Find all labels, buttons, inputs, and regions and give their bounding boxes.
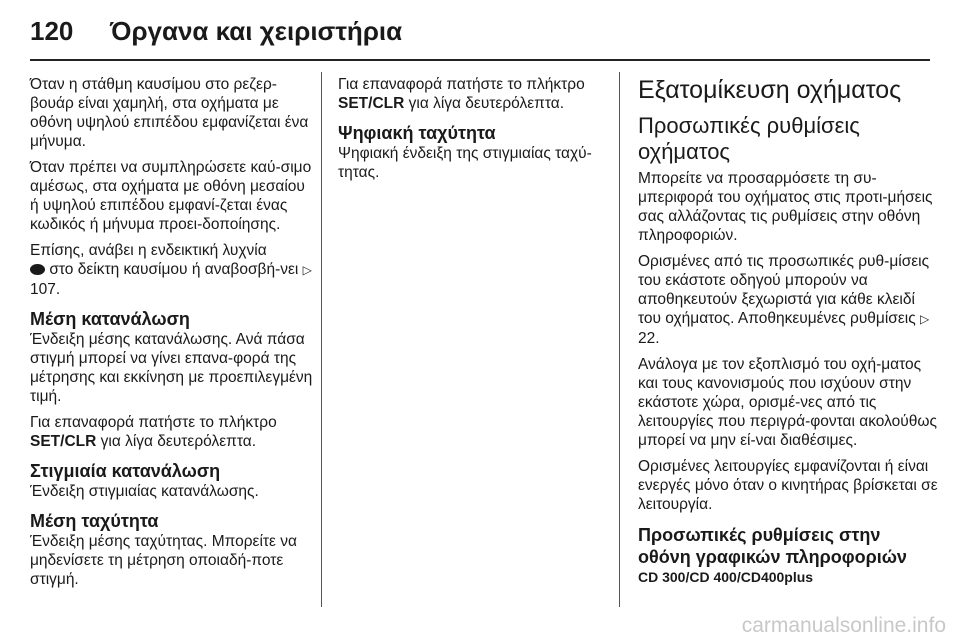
section-heading-average-speed: Μέση ταχύτητα [30,511,159,531]
triangle-right-icon[interactable]: ▷ [302,263,312,277]
page-number: 120 [30,16,74,46]
page-reference[interactable]: 22. [638,330,660,347]
watermark: carmanualsonline.info [741,614,946,637]
fuel-warning-lamp-icon [30,264,45,275]
paragraph: Ψηφιακή ένδειξη της στιγμιαίας ταχύ-τητας. [338,145,592,181]
section-heading-graphic-info-display: Προσωπικές ρυθμίσεις στην οθόνη γραφικών πληροφοριών [638,525,907,567]
paragraph: Για επαναφορά πατήστε το πλήκτρο SET/CLR για λίγα δευτερόλεπτα. [338,76,585,112]
column-left [30,75,315,596]
paragraph: Μπορείτε να προσαρμόσετε τη συ-μπεριφορά του οχήματος στις προτι-μήσεις σας αλλάζοντας τις ρυθμίσεις στην οθόνη πληροφοριών. [638,170,933,244]
column-divider [619,72,620,607]
section-heading-personal-settings: Προσωπικές ρυθμίσεις οχήματος [638,113,860,164]
key-label: SET/CLR [30,433,97,450]
column-right [638,75,938,586]
paragraph: Ανάλογα με τον εξοπλισμό του οχή-ματος και τους κανονισμούς που ισχύουν στην εκάστοτε χώρα, ορισμέ-νες από τις λειτουργίες που περιγρά-φονται ακολούθως μπορεί να μην εί-ναι διαθέσιμες. [638,356,937,449]
paragraph: Ένδειξη μέσης ταχύτητας. Μπορείτε να μηδενίσετε τη μέτρηση οποιαδή-ποτε στιγμή. [30,533,297,588]
page-header [0,0,960,60]
paragraph: Για επαναφορά πατήστε το πλήκτρο SET/CLR για λίγα δευτερόλεπτα. [30,414,277,450]
paragraph: Ορισμένες από τις προσωπικές ρυθ-μίσεις του εκάστοτε οδηγού μπορούν να αποθηκευτούν ξεχωριστά για κάθε κλειδί του οχήματος. Αποθηκευμένες ρυθμίσεις ▷ 22. [638,253,930,347]
column-divider [321,72,322,607]
page-reference[interactable]: 107. [30,281,61,298]
header-divider [30,59,930,61]
page-title: Όργανα και χειριστήρια [110,16,403,46]
paragraph: Επίσης, ανάβει η ενδεικτική λυχνία στο δείκτη καυσίμου ή αναβοσβή-νει ▷ 107. [30,242,312,298]
paragraph: Όταν πρέπει να συμπληρώσετε καύ-σιμο αμέσως, στα οχήματα με οθόνη μεσαίου ή υψηλού επιπέδου εμφανί-ζεται ένας κωδικός ή μήνυμα προει-δοποίησης. [30,159,312,233]
paragraph: Ένδειξη στιγμιαίας κατανάλωσης. [30,483,259,500]
section-heading-instant-consumption: Στιγμιαία κατανάλωση [30,461,221,481]
chapter-heading: Εξατομίκευση οχήματος [638,76,902,104]
section-heading-average-consumption: Μέση κατανάλωση [30,309,190,329]
paragraph: Ορισμένες λειτουργίες εμφανίζονται ή είναι ενεργές μόνο όταν ο κινητήρας βρίσκεται σε λειτουργία. [638,458,938,513]
key-label: SET/CLR [338,95,405,112]
paragraph: Όταν η στάθμη καυσίμου στο ρεζερ-βουάρ είναι χαμηλή, στα οχήματα με οθόνη υψηλού επιπέδου εμφανίζεται ένα μήνυμα. [30,76,309,150]
section-heading-digital-speed: Ψηφιακή ταχύτητα [338,123,496,143]
triangle-right-icon[interactable]: ▷ [920,312,930,326]
column-middle [338,75,608,189]
paragraph: Ένδειξη μέσης κατανάλωσης. Ανά πάσα στιγμή μπορεί να γίνει επανα-φορά της μέτρησης και εκκίνηση με προεπιλεγμένη τιμή. [30,331,313,405]
model-list: CD 300/CD 400/CD400plus [638,569,814,585]
